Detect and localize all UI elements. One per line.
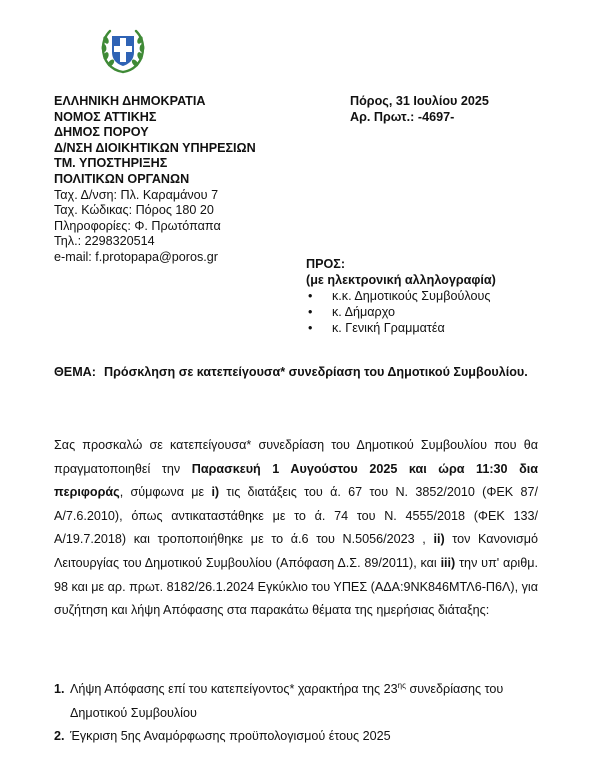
org-line-5: ΤΜ. ΥΠΟΣΤΗΡΙΞΗΣ <box>54 156 168 171</box>
body-text-4: τον Κανονισμό Λειτουργίας του Δημοτικού Συμβουλίου (Απόφαση Δ.Σ. 89/2011), και <box>54 532 538 570</box>
body-text-1: Σας προσκαλώ σε κατεπείγουσα* συνεδρίαση του Δημοτικού Συμβουλίου που θα πραγματοποιηθεί την <box>54 438 538 476</box>
agenda-item-text-cont: συνεδρίασης του Δημοτικού Συμβουλίου <box>70 682 504 720</box>
agenda-item <box>54 678 554 725</box>
agenda-item-text: Λήψη Απόφασης επί του κατεπείγοντος* χαρακτήρα της 23 <box>70 682 398 696</box>
agenda-item-text: Έγκριση 5ης Αναμόρφωσης προϋπολογισμού έτους 2025 <box>70 729 391 744</box>
org-line-2: ΝΟΜΟΣ ΑΤΤΙΚΗΣ <box>54 109 157 124</box>
postcode-line: Ταχ. Κώδικας: Πόρος 180 20 <box>54 203 214 218</box>
agenda-list <box>54 678 554 749</box>
recipient-item: • κ. Γενική Γραμματέα <box>306 320 496 336</box>
subject-text: Πρόσκληση σε κατεπείγουσα* συνεδρίαση του Δημοτικού Συμβουλίου. <box>104 365 528 379</box>
greek-republic-emblem-icon <box>98 26 148 76</box>
recipients-block <box>306 256 496 336</box>
address-line: Ταχ. Δ/νση: Πλ. Καραμάνου 7 <box>54 187 219 202</box>
phone-line: Τηλ.: 2298320514 <box>54 234 155 249</box>
clause-i-label: i) <box>211 485 220 500</box>
ordinal-suffix: ης <box>397 680 406 690</box>
email-line: e-mail: f.protopapa@poros.gr <box>54 249 218 264</box>
recipients-list <box>306 288 496 336</box>
date-protocol-block <box>350 94 489 125</box>
agenda-item-number: 2. <box>54 729 65 744</box>
body-text-5: την υπ' αριθμ. 98 και με αρ. πρωτ. 8182/26.1.2024 Εγκύκλιο του ΥΠΕΣ (ΑΔΑ:9ΝΚ846ΜΤΛ6-Π6Λ), για συζήτηση και λήψη Απόφασης στα παρακάτω θέματα της ημερήσιας διάταξης: <box>54 555 538 618</box>
meeting-datetime: Παρασκευή 1 Αυγούστου 2025 και ώρα 11:30 δια περιφοράς <box>54 461 538 500</box>
clause-iii-label: iii) <box>440 555 456 570</box>
org-line-6: ΠΟΛΙΤΙΚΩΝ ΟΡΓΑΝΩΝ <box>54 171 190 186</box>
agenda-item-number: 1. <box>54 682 65 696</box>
subject-label: ΘΕΜΑ: <box>54 365 96 379</box>
sender-block <box>54 94 256 266</box>
contact-person-line: Πληροφορίες: Φ. Πρωτόπαπα <box>54 218 221 233</box>
document-date: Πόρος, 31 Ιουλίου 2025 <box>350 94 489 108</box>
recipient-item: • κ. Δήμαρχο <box>306 304 496 320</box>
recipients-title: ΠΡΟΣ: <box>306 257 346 271</box>
recipient-item: • κ.κ. Δημοτικούς Συμβούλους <box>306 288 496 304</box>
body-text-2: , σύμφωνα με <box>119 485 212 500</box>
agenda-item <box>54 725 554 749</box>
body-text-3: τις διατάξεις του ά. 67 του Ν. 3852/2010 (ΦΕΚ 87/Α/7.6.2010), όπως αντικαταστάθηκε με το ά. 74 του Ν. 4555/2018 (ΦΕΚ 133/Α/19.7.2018) και τροποποιήθηκε με το ά.6 του Ν.5056/2023 , <box>54 485 538 547</box>
protocol-number: Αρ. Πρωτ.: -4697- <box>350 109 455 124</box>
invitation-paragraph <box>54 434 538 623</box>
org-line-3: ΔΗΜΟΣ ΠΟΡΟΥ <box>54 125 149 140</box>
subject-block <box>54 360 538 384</box>
clause-ii-label: ii) <box>433 532 445 547</box>
org-line-1: ΕΛΛΗΝΙΚΗ ΔΗΜΟΚΡΑΤΙΑ <box>54 94 206 108</box>
recipients-note: (με ηλεκτρονική αλληλογραφία) <box>306 273 496 287</box>
org-line-4: Δ/ΝΣΗ ΔΙΟΙΚΗΤΙΚΩΝ ΥΠΗΡΕΣΙΩΝ <box>54 140 256 155</box>
